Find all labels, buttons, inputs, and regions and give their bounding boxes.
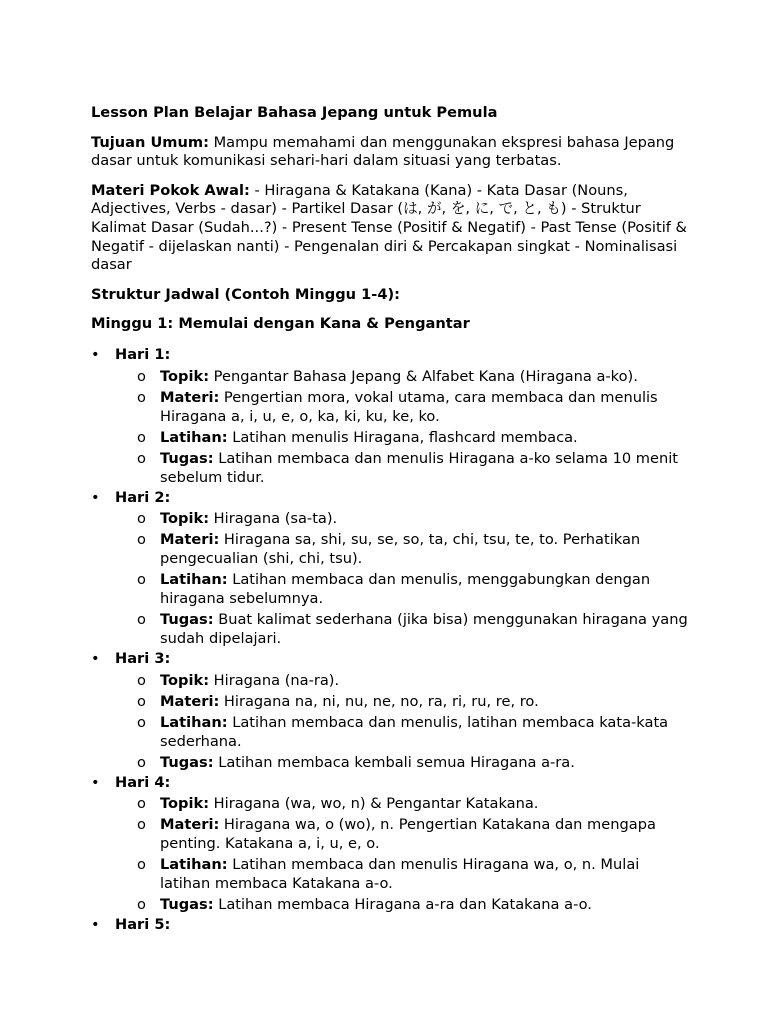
subitem-text: Latihan membaca dan menulis, menggabungkan dengan hiragana sebelumnya. bbox=[160, 571, 651, 608]
subitem-label: Topik: bbox=[160, 671, 210, 689]
subitem-text: Latihan membaca dan menulis Hiragana wa, o, n. Mulai latihan membaca Katakana a-o. bbox=[160, 856, 640, 893]
circle-bullet-icon: o bbox=[137, 388, 146, 406]
day-subitem bbox=[115, 794, 691, 813]
day-subitem bbox=[115, 855, 691, 893]
day-subitems bbox=[115, 367, 691, 487]
subitem-label: Topik: bbox=[160, 367, 210, 385]
bullet-icon: • bbox=[91, 488, 100, 506]
subitem-label: Materi: bbox=[160, 816, 220, 834]
day-subitem bbox=[115, 509, 691, 528]
circle-bullet-icon: o bbox=[137, 571, 146, 589]
subitem-text: Hiragana (wa, wo, n) & Pengantar Katakana. bbox=[209, 795, 539, 813]
subitem-text: Hiragana (na-ra). bbox=[209, 671, 340, 689]
circle-bullet-icon: o bbox=[137, 753, 146, 771]
struktur-jadwal-heading: Struktur Jadwal (Contoh Minggu 1-4): bbox=[91, 285, 400, 303]
bullet-icon: • bbox=[91, 345, 100, 363]
day-label: Hari 2: bbox=[115, 488, 171, 506]
subitem-text: Buat kalimat sederhana (jika bisa) menggunakan hiragana yang sudah dipelajari. bbox=[160, 611, 688, 648]
day-subitem bbox=[115, 895, 691, 914]
subitem-label: Materi: bbox=[160, 388, 220, 406]
subitem-label: Latihan: bbox=[160, 428, 228, 446]
subitem-text: Pengantar Bahasa Jepang & Alfabet Kana (Hiragana a-ko). bbox=[209, 367, 638, 385]
document-title: Lesson Plan Belajar Bahasa Jepang untuk Pemula bbox=[91, 104, 498, 121]
subitem-label: Latihan: bbox=[160, 713, 228, 731]
day-subitem bbox=[115, 671, 691, 690]
bullet-icon: • bbox=[91, 916, 100, 934]
day-label: Hari 3: bbox=[115, 650, 171, 668]
subitem-text: Hiragana wa, o (wo), n. Pengertian Katakana dan mengapa penting. Katakana a, i, u, e, o. bbox=[160, 816, 656, 853]
subitem-text: Latihan membaca dan menulis Hiragana a-ko selama 10 menit sebelum tidur. bbox=[160, 449, 679, 486]
materi-pokok-text: - Hiragana & Katakana (Kana) - Kata Dasar (Nouns, Adjectives, Verbs - dasar) - Partikel Dasar (は, が, を, に, で, と, も) - Struktur Kalimat Dasar (Sudah...?) - Present Tense (Positif & Negatif) - Past Tense (Positif & Negatif - dijelaskan nanti) - Pengenalan diri & Percakapan singkat - Nominalisasi dasar bbox=[91, 181, 687, 274]
day-item bbox=[71, 650, 691, 772]
subitem-text: Latihan membaca Hiragana a-ra dan Katakana a-o. bbox=[213, 896, 592, 914]
circle-bullet-icon: o bbox=[137, 671, 146, 689]
circle-bullet-icon: o bbox=[137, 692, 146, 710]
circle-bullet-icon: o bbox=[137, 713, 146, 731]
day-subitem bbox=[115, 570, 691, 608]
day-subitem bbox=[115, 753, 691, 772]
circle-bullet-icon: o bbox=[137, 367, 146, 385]
bullet-icon: • bbox=[91, 773, 100, 791]
tujuan-umum-paragraph bbox=[91, 134, 691, 171]
circle-bullet-icon: o bbox=[137, 856, 146, 874]
document-page bbox=[91, 104, 691, 937]
subitem-text: Pengertian mora, vokal utama, cara membaca dan menulis Hiragana a, i, u, e, o, ka, ki, ku, ke, ko. bbox=[160, 388, 658, 425]
day-item bbox=[71, 916, 691, 935]
circle-bullet-icon: o bbox=[137, 531, 146, 549]
day-subitems bbox=[115, 794, 691, 914]
day-subitem bbox=[115, 610, 691, 648]
subitem-text: Latihan membaca dan menulis, latihan membaca kata-kata sederhana. bbox=[160, 713, 669, 750]
subitem-text: Hiragana na, ni, nu, ne, no, ra, ri, ru, re, ro. bbox=[219, 692, 539, 710]
day-subitems bbox=[115, 671, 691, 772]
subitem-label: Materi: bbox=[160, 692, 220, 710]
circle-bullet-icon: o bbox=[137, 510, 146, 528]
day-item bbox=[71, 489, 691, 649]
subitem-label: Tugas: bbox=[160, 896, 214, 914]
subitem-label: Topik: bbox=[160, 795, 210, 813]
circle-bullet-icon: o bbox=[137, 449, 146, 467]
day-subitem bbox=[115, 530, 691, 568]
circle-bullet-icon: o bbox=[137, 428, 146, 446]
circle-bullet-icon: o bbox=[137, 795, 146, 813]
day-item bbox=[71, 774, 691, 915]
day-subitem bbox=[115, 692, 691, 711]
subitem-label: Materi: bbox=[160, 531, 220, 549]
materi-pokok-label: Materi Pokok Awal: bbox=[91, 181, 250, 199]
subitem-label: Latihan: bbox=[160, 856, 228, 874]
day-label: Hari 1: bbox=[115, 345, 171, 363]
day-subitem bbox=[115, 367, 691, 386]
subitem-label: Tugas: bbox=[160, 449, 214, 467]
day-item bbox=[71, 346, 691, 487]
day-subitem bbox=[115, 449, 691, 487]
subitem-label: Tugas: bbox=[160, 611, 214, 629]
day-subitem bbox=[115, 815, 691, 853]
day-subitem bbox=[115, 428, 691, 447]
subitem-text: Latihan membaca kembali semua Hiragana a-ra. bbox=[213, 753, 575, 771]
day-subitem bbox=[115, 713, 691, 751]
bullet-icon: • bbox=[91, 650, 100, 668]
subitem-text: Hiragana (sa-ta). bbox=[209, 510, 338, 528]
subitem-label: Latihan: bbox=[160, 571, 228, 589]
circle-bullet-icon: o bbox=[137, 611, 146, 629]
subitem-text: Hiragana sa, shi, su, se, so, ta, chi, tsu, te, to. Perhatikan pengecualian (shi, chi, tsu). bbox=[160, 531, 641, 568]
week-heading: Minggu 1: Memulai dengan Kana & Pengantar bbox=[91, 315, 470, 333]
subitem-text: Latihan menulis Hiragana, flashcard membaca. bbox=[227, 428, 578, 446]
day-subitem bbox=[115, 388, 691, 426]
day-subitems bbox=[115, 509, 691, 648]
day-label: Hari 5: bbox=[115, 916, 171, 934]
subitem-label: Topik: bbox=[160, 510, 210, 528]
materi-pokok-paragraph bbox=[91, 182, 691, 275]
circle-bullet-icon: o bbox=[137, 896, 146, 914]
tujuan-umum-text: Mampu memahami dan menggunakan ekspresi bahasa Jepang dasar untuk komunikasi sehari-hari dalam situasi yang terbatas. bbox=[91, 133, 675, 170]
subitem-label: Tugas: bbox=[160, 753, 214, 771]
day-label: Hari 4: bbox=[115, 773, 171, 791]
circle-bullet-icon: o bbox=[137, 816, 146, 834]
days-list bbox=[91, 346, 691, 935]
tujuan-umum-label: Tujuan Umum: bbox=[91, 133, 209, 151]
